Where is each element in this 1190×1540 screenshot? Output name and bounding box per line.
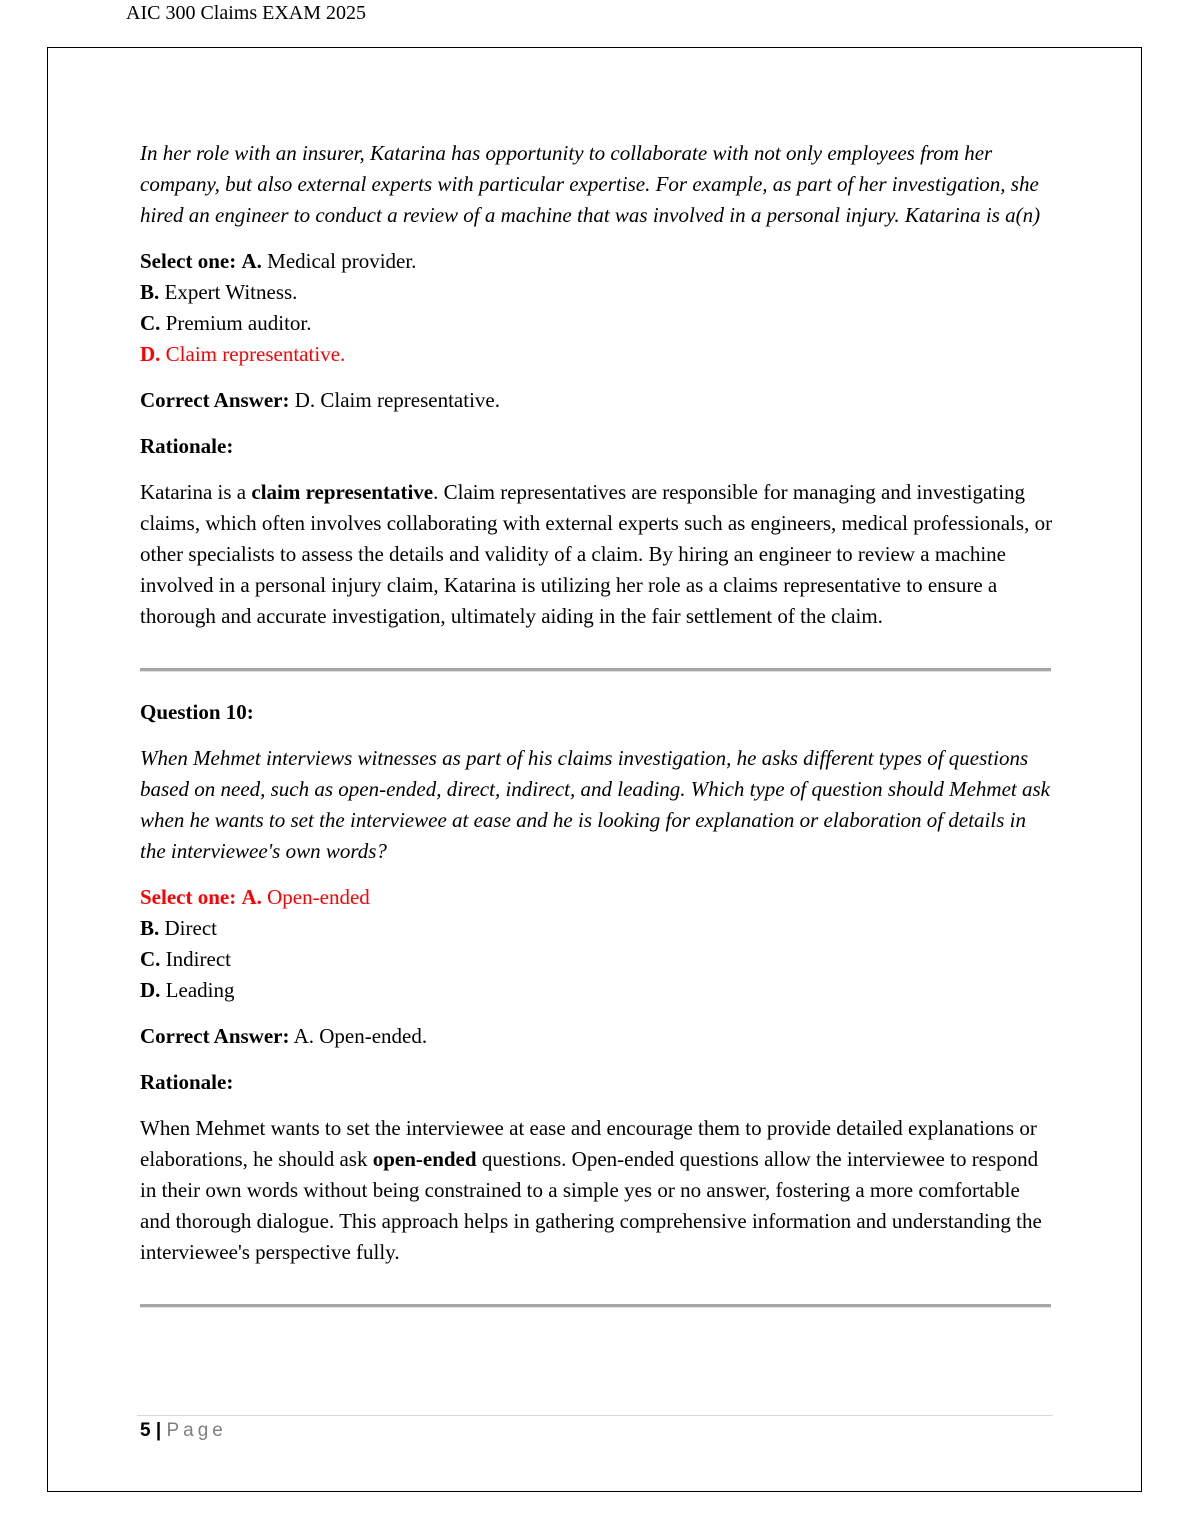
footer-divider xyxy=(137,1415,1053,1416)
section-divider xyxy=(140,668,1051,672)
rationale-heading xyxy=(140,1067,1055,1098)
footer-separator: | xyxy=(155,1420,162,1441)
option-a xyxy=(140,246,1055,277)
section-divider xyxy=(140,1304,1051,1308)
option-text: Premium auditor. xyxy=(165,311,312,335)
rationale-bold: claim representative xyxy=(251,480,434,504)
question-9-options xyxy=(140,246,1055,370)
option-letter: C. xyxy=(140,311,161,335)
correct-answer-label: Correct Answer: xyxy=(140,388,290,412)
option-letter: D. xyxy=(140,978,161,1002)
option-text: Expert Witness. xyxy=(164,280,298,304)
option-letter: A. xyxy=(241,249,262,273)
correct-answer-value: A. Open-ended. xyxy=(293,1024,428,1048)
question-10-options xyxy=(140,882,1055,1006)
option-c xyxy=(140,308,1055,339)
option-b xyxy=(140,913,1055,944)
page-content xyxy=(140,138,1055,1308)
option-a-highlighted xyxy=(140,882,1055,913)
page-label: Page xyxy=(166,1420,227,1441)
option-text: Indirect xyxy=(165,947,231,971)
running-header: AIC 300 Claims EXAM 2025 xyxy=(126,2,366,24)
option-text: Direct xyxy=(164,916,217,940)
option-text: Leading xyxy=(165,978,235,1002)
correct-answer-value: D. Claim representative. xyxy=(294,388,500,412)
rationale-text xyxy=(140,1113,1055,1268)
question-heading: Question 10: xyxy=(140,700,254,724)
option-letter: D. xyxy=(140,342,161,366)
rationale-post: . Claim representatives are responsible for managing and investigating claims, which often involves collaborating with external experts such as engineers, medical professionals, or other specialists to assess the details and validity of a claim. By hiring an engineer to review a machine involved in a personal injury claim, Katarina is utilizing her role as a claims representative to ensure a thorough and accurate investigation, ultimately aiding in the fair settlement of the claim. xyxy=(140,480,1053,628)
select-one-label: Select one: xyxy=(140,249,237,273)
correct-answer xyxy=(140,385,1055,416)
correct-answer-label: Correct Answer: xyxy=(140,1024,290,1048)
rationale-pre: When Mehmet wants to set the interviewee at ease and encourage them to provide detailed explanations or elaborations, he should ask xyxy=(140,1116,1037,1171)
page-number: 5 xyxy=(140,1420,151,1441)
option-text: Medical provider. xyxy=(267,249,417,273)
rationale-label: Rationale: xyxy=(140,434,234,458)
select-one-label: Select one: xyxy=(140,885,237,909)
rationale-label: Rationale: xyxy=(140,1070,234,1094)
option-text: Claim representative. xyxy=(165,342,346,366)
question-10-text: When Mehmet interviews witnesses as part of his claims investigation, he asks different types of questions based on need, such as open-ended, direct, indirect, and leading. Which type of question should Mehmet ask when he wants to set the interviewee at ease and he is looking for explanation or elaboration of details in the interviewee's own words? xyxy=(140,746,1050,863)
question-10-heading xyxy=(140,697,1055,728)
option-b xyxy=(140,277,1055,308)
option-text: Open-ended xyxy=(267,885,370,909)
rationale-post: questions. Open-ended questions allow the interviewee to respond in their own words without being constrained to a simple yes or no answer, fostering a more comfortable and thorough dialogue. This approach helps in gathering comprehensive information and understanding the interviewee's perspective fully. xyxy=(140,1147,1042,1264)
option-d-highlighted xyxy=(140,339,1055,370)
rationale-heading xyxy=(140,431,1055,462)
rationale-text xyxy=(140,477,1055,632)
correct-answer xyxy=(140,1021,1055,1052)
rationale-bold: open-ended xyxy=(372,1147,477,1171)
option-letter: A. xyxy=(241,885,262,909)
option-c xyxy=(140,944,1055,975)
page-footer xyxy=(140,1419,227,1443)
option-letter: C. xyxy=(140,947,161,971)
rationale-pre: Katarina is a xyxy=(140,480,252,504)
question-9-text: In her role with an insurer, Katarina has opportunity to collaborate with not only employees from her company, but also external experts with particular expertise. For example, as part of her investigation, she hired an engineer to conduct a review of a machine that was involved in a personal injury. Katarina is a(n) xyxy=(140,141,1041,227)
option-d xyxy=(140,975,1055,1006)
option-letter: B. xyxy=(140,916,160,940)
option-letter: B. xyxy=(140,280,160,304)
